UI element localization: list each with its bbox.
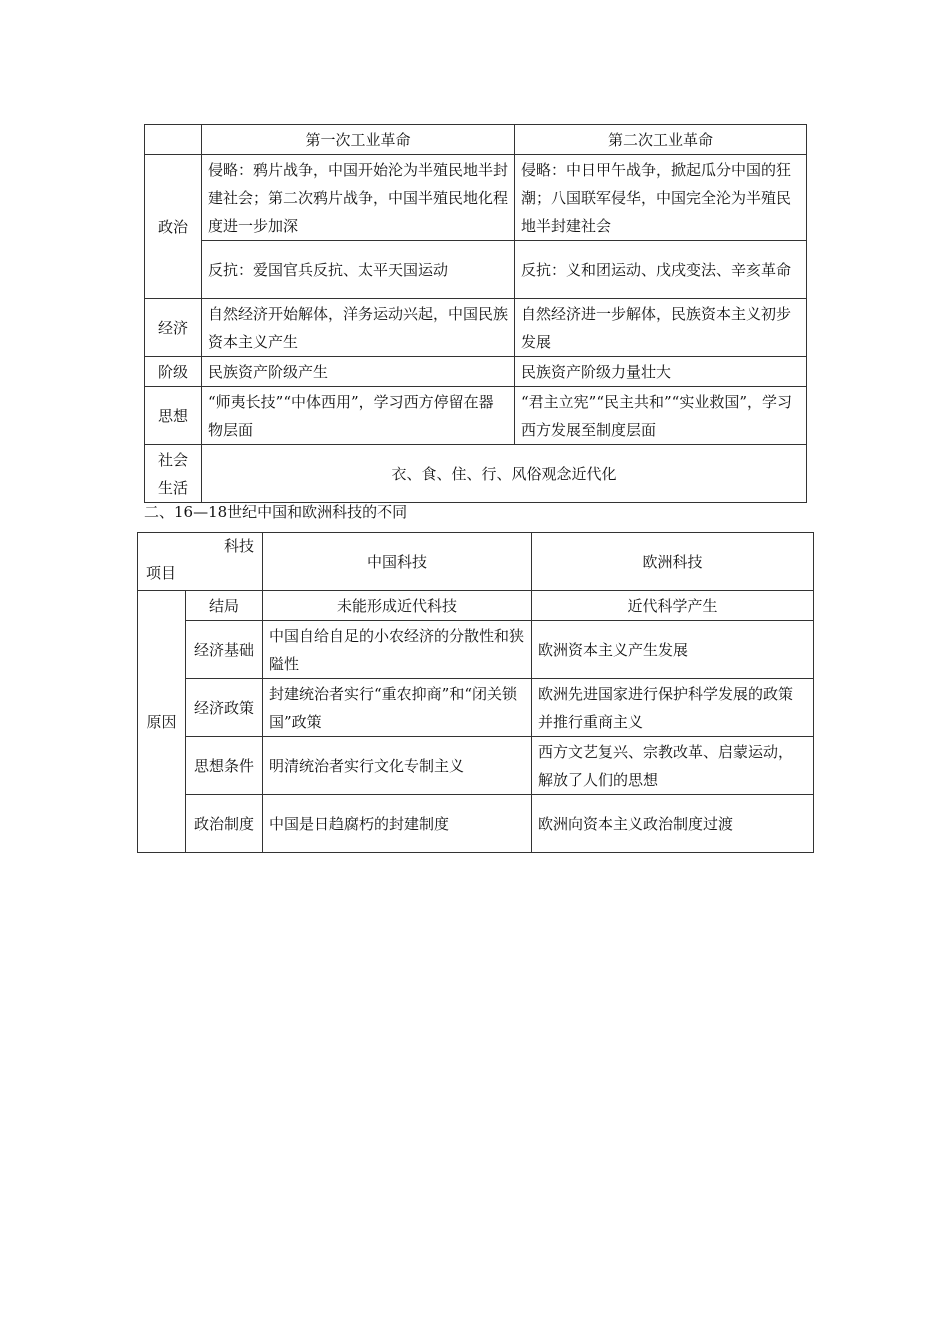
item-label: 经济政策 xyxy=(186,679,263,737)
item-label: 政治制度 xyxy=(186,795,263,853)
header-second-revolution: 第二次工业革命 xyxy=(515,125,807,155)
politics-aggression-first: 侵略：鸦片战争，中国开始沦为半殖民地半封建社会；第二次鸦片战争，中国半殖民地化程度进一步加深 xyxy=(202,155,515,241)
europe-cell: 近代科学产生 xyxy=(532,591,814,621)
class-second: 民族资产阶级力量壮大 xyxy=(515,357,807,387)
europe-cell: 欧洲向资本主义政治制度过渡 xyxy=(532,795,814,853)
europe-cell: 欧洲先进国家进行保护科学发展的政策并推行重商主义 xyxy=(532,679,814,737)
science-comparison-table xyxy=(137,532,814,853)
europe-cell: 欧洲资本主义产生发展 xyxy=(532,621,814,679)
thought-second: “君主立宪”“民主共和”“实业救国”，学习西方发展至制度层面 xyxy=(515,387,807,445)
politics-resistance-second: 反抗：义和团运动、戊戌变法、辛亥革命 xyxy=(515,241,807,299)
china-cell: 未能形成近代科技 xyxy=(263,591,532,621)
row-label-politics: 政治 xyxy=(145,155,202,299)
thought-first: “师夷长技”“中体西用”，学习西方停留在器物层面 xyxy=(202,387,515,445)
diag-header-top: 科技 xyxy=(223,537,254,555)
row-label-economy: 经济 xyxy=(145,299,202,357)
class-first: 民族资产阶级产生 xyxy=(202,357,515,387)
row-label-thought: 思想 xyxy=(145,387,202,445)
item-label: 思想条件 xyxy=(186,737,263,795)
industrial-revolution-table xyxy=(144,124,807,503)
group-label-reason: 原因 xyxy=(138,591,186,853)
economy-first: 自然经济开始解体，洋务运动兴起，中国民族资本主义产生 xyxy=(202,299,515,357)
item-label: 结局 xyxy=(186,591,263,621)
social-merged: 衣、食、住、行、风俗观念近代化 xyxy=(202,445,807,503)
economy-second: 自然经济进一步解体，民族资本主义初步发展 xyxy=(515,299,807,357)
diagonal-header-cell xyxy=(138,533,263,591)
header-china-science: 中国科技 xyxy=(263,533,532,591)
diag-header-bottom: 项目 xyxy=(146,564,177,582)
china-cell: 明清统治者实行文化专制主义 xyxy=(263,737,532,795)
europe-cell: 西方文艺复兴、宗教改革、启蒙运动，解放了人们的思想 xyxy=(532,737,814,795)
row-label-class: 阶级 xyxy=(145,357,202,387)
item-label: 经济基础 xyxy=(186,621,263,679)
header-empty-cell xyxy=(145,125,202,155)
politics-resistance-first: 反抗：爱国官兵反抗、太平天国运动 xyxy=(202,241,515,299)
china-cell: 中国是日趋腐朽的封建制度 xyxy=(263,795,532,853)
china-cell: 中国自给自足的小农经济的分散性和狭隘性 xyxy=(263,621,532,679)
china-cell: 封建统治者实行“重农抑商”和“闭关锁国”政策 xyxy=(263,679,532,737)
header-europe-science: 欧洲科技 xyxy=(532,533,814,591)
politics-aggression-second: 侵略：中日甲午战争，掀起瓜分中国的狂潮；八国联军侵华，中国完全沦为半殖民地半封建社会 xyxy=(515,155,807,241)
section-caption: 二、16—18世纪中国和欧洲科技的不同 xyxy=(144,503,408,521)
row-label-social: 社会生活 xyxy=(145,445,202,503)
header-first-revolution: 第一次工业革命 xyxy=(202,125,515,155)
